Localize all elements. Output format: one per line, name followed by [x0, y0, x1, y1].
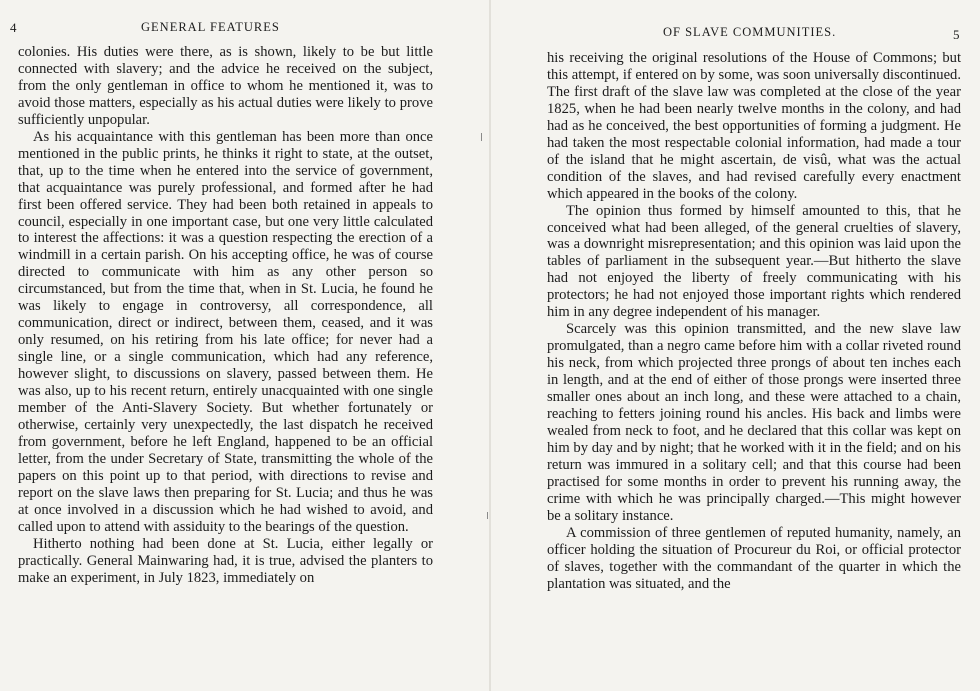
paragraph: A commission of three gentlemen of reputed humanity, namely, an officer holding the situation of Procureur du Roi, or official protector of slaves, together with the commandant of the quarter in which the plantation was situated, and the [547, 524, 961, 592]
left-page-text [18, 44, 433, 587]
paragraph: Hitherto nothing had been done at St. Lucia, either legally or practically. General Mainwaring had, it is true, advised the planters to make an experiment, in July 1823, immediately on [18, 535, 433, 586]
right-running-head: OF SLAVE COMMUNITIES. [663, 25, 837, 39]
paragraph: As his acquaintance with this gentleman has been more than once mentioned in the public prints, he thinks it right to state, at the outset, that, up to the time when he entered into the service of government, that acquaintance was purely professional, and formed after he had first been offered service. They had been both retained in appeals to council, especially in one important case, but one very little calculated to interest the affections: it was a question respecting the erection of a windmill in a certain parish. On his accepting office, he was of course directed to communicate with him as any other person so circumstanced, but from the time that, when in St. Lucia, he found he was likely to engage in controversy, all correspondence, all communication, direct or indirect, between them, ceased, and it was only resumed, on his retiring from his late office; for never had a single line, or a single communication, which had any reference, however slight, to discussions on slavery, passed between them. He was also, up to his recent return, entirely unacquainted with one single member of the Anti-Slavery Society. But whether fortunately or otherwise, certainly very unexpectedly, the last dispatch he received from government, before he left England, happened to be an official letter, from the under Secretary of State, transmitting the whole of the papers on this point up to that period, with directions to revise and report on the slave laws then preparing for St. Lucia; and thus he was at once involved in a discussion which he had wished to avoid, and called upon to attend with assiduity to the bearings of the question. [18, 128, 433, 535]
right-page-text [547, 50, 961, 593]
paragraph: The opinion thus formed by himself amounted to this, that he conceived what had been alleged, of the general cruelties of slavery, was a downright misrepresentation; and this opinion was laid upon the tables of parliament in the subsequent year.—But hitherto the slave had not enjoyed the liberty of freely communicating with his protectors; he had not enjoyed those important rights which rendered him in any degree independent of his manager. [547, 202, 961, 321]
left-running-head: GENERAL FEATURES [141, 20, 280, 34]
right-page [490, 0, 980, 691]
left-page-number: 4 [10, 20, 17, 35]
paragraph: Scarcely was this opinion transmitted, and the new slave law promulgated, than a negro came before him with a collar riveted round his neck, from which projected three prongs of about ten inches each in length, and at the end of either of those prongs were inserted three smaller ones about an inch long, and these were attached to a chain, reaching to fetters joining round his ancles. His back and limbs were wealed from neck to foot, and he declared that this collar was kept on him by day and by night; that he worked with it in the field; and on his return was immured in a solitary cell; and that this course had been practised for some months in order to prevent his running away, the crime with which he was principally charged.—This might however be a solitary instance. [547, 321, 961, 524]
paragraph: colonies. His duties were there, as is shown, likely to be but little connected with slavery; and the advice he received on the subject, from the only gentleman in office to whom he mentioned it, was to avoid those matters, especially as his actual duties were likely to prove sufficiently unpopular. [18, 44, 433, 128]
paragraph: his receiving the original resolutions of the House of Commons; but this attempt, if entered on by some, was soon universally discontinued. The first draft of the slave law was completed at the close of the year 1825, when he had been nearly twelve months in the colony, and had had as he conceived, the best opportunities of forming a judgment. He had taken the most respectable colonial information, had made a tour of the island that he might ascertain, de visû, what was the actual condition of the slaves, and had revised carefully every enactment which appeared in the books of the colony. [547, 50, 961, 202]
right-page-number: 5 [953, 27, 960, 42]
margin-speck [487, 512, 488, 519]
margin-speck [481, 133, 482, 141]
